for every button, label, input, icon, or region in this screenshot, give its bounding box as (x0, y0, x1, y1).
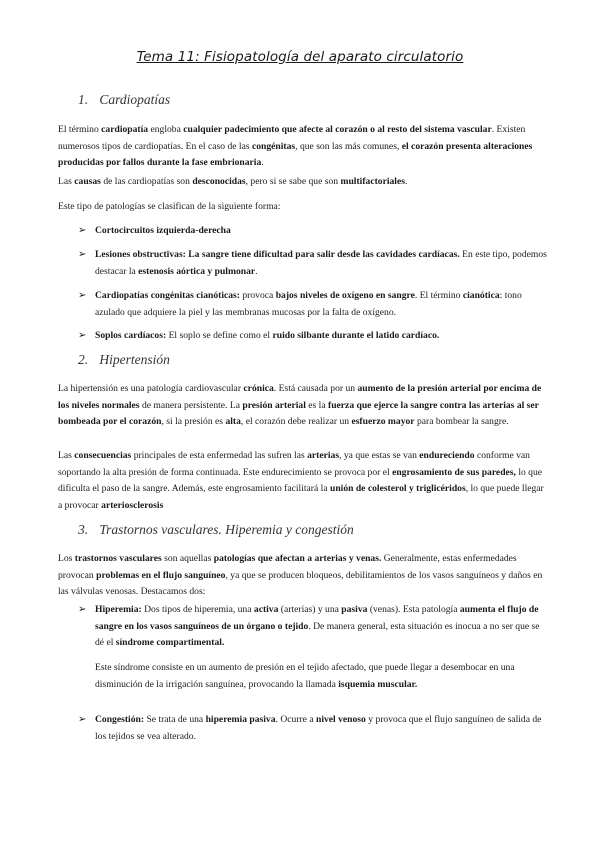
text-run: de manera persistente. La (139, 399, 243, 411)
section-title: Trastornos vasculares. Hiperemia y congestión (99, 522, 354, 537)
paragraph (58, 448, 548, 514)
text-run: . (261, 157, 264, 168)
text-run: , lo que puede llegar a provocar (58, 483, 544, 511)
bold-text-run: hiperemia pasiva (205, 714, 276, 725)
text-run: En este tipo, podemos destacar la (95, 249, 547, 277)
bold-text-run: activa (253, 604, 279, 615)
bold-text-run: Cardiopatías congénitas cianóticas: (95, 290, 240, 301)
text-run: es la (305, 399, 329, 411)
bold-text-run: el corazón presenta alteraciones producidas por fallos durante la fase embrionaria (58, 140, 533, 168)
bold-text-run: Soplos cardíacos: (95, 330, 167, 341)
bold-text-run: problemas en el flujo sanguíneo (96, 569, 226, 581)
bold-text-run: presión arterial (242, 399, 306, 411)
paragraph (58, 551, 548, 601)
bold-text-run: cianótica (462, 290, 500, 301)
section-title: Cardiopatías (99, 92, 171, 107)
bold-text-run: fuerza que ejerce la sangre contra las arterias al ser bombeada por el corazón (58, 399, 539, 427)
bold-text-run: estenosis aórtica y pulmonar (138, 265, 256, 277)
text-run: El soplo se define como el (166, 330, 273, 341)
bold-text-run: aumento de la presión arterial por encima de los niveles normales (58, 383, 542, 411)
bold-text-run: aumenta el flujo de sangre en los vasos sanguíneos de un órgano o tejido (95, 604, 539, 632)
bold-text-run: nivel venoso (316, 714, 366, 725)
section-number: 2. (78, 352, 89, 367)
text-run: , ya que estas se van (339, 450, 420, 461)
text-run: . De manera general, esta situación es inocua a no ser que se dé el (95, 620, 540, 648)
sub-paragraph (95, 660, 547, 693)
text-run: son aquellas (161, 553, 214, 564)
arrow-bullet-icon: ➢ (78, 604, 87, 615)
text-run: . (404, 176, 408, 187)
bold-text-run: cualquier padecimiento que afecte al corazón o al resto del sistema vascular (183, 124, 492, 135)
bold-text-run: arteriosclerosis (101, 499, 164, 511)
text-run: y provoca que el flujo sanguíneo de salida de los tejidos se vea alterado. (95, 714, 542, 742)
section-heading-cardiopatias (78, 92, 170, 108)
text-run: La hipertensión es una patología cardiovascular (58, 383, 244, 394)
bold-text-run: engrosamiento de sus paredes, (392, 466, 516, 478)
text-run: Las (58, 176, 75, 187)
bold-text-run: desconocidas (192, 176, 246, 187)
arrow-bullet-icon: ➢ (78, 330, 87, 341)
text-run: . El término (414, 290, 463, 301)
bold-text-run: endureciendo (419, 450, 475, 461)
list-item (78, 288, 548, 321)
text-run: , si la presión es (161, 416, 226, 427)
text-run: (venas). Esta patología (367, 604, 460, 615)
arrow-bullet-icon: ➢ (78, 225, 87, 236)
arrow-bullet-icon: ➢ (78, 290, 87, 301)
paragraph (58, 381, 548, 431)
bold-text-run: causas (74, 176, 101, 187)
text-run: provoca (239, 290, 276, 301)
bold-text-run: crónica (243, 383, 274, 394)
text-run: . Ocurre a (275, 714, 316, 725)
bold-text-run: Congestión: (95, 714, 145, 725)
bold-text-run: cardiopatía (101, 124, 149, 135)
text-run: , que son las más comunes, (295, 140, 402, 152)
text-run: , el corazón debe realizar un (240, 416, 352, 427)
paragraph (58, 122, 548, 172)
text-run: engloba (148, 124, 184, 135)
text-run: . (255, 265, 258, 277)
list-item (78, 712, 548, 745)
text-run: para bombear la sangre. (414, 416, 509, 427)
text-run: principales de esta enfermedad las sufren las (131, 450, 308, 461)
text-run: Los (58, 553, 75, 564)
text-run: Este tipo de patologías se clasifican de la siguiente forma: (58, 201, 281, 212)
list-item-text (95, 223, 548, 240)
text-run: . Existen numerosos tipos de cardiopatías. En el caso de las (58, 124, 526, 152)
text-run: , pero si se sabe que son (245, 176, 341, 187)
bold-text-run: arterias (307, 450, 340, 461)
text-run: lo que dificulta el paso de la sangre. Además, este engrosamiento facilitará la (58, 466, 543, 494)
arrow-bullet-icon: ➢ (78, 249, 87, 260)
list-item-text (95, 712, 548, 745)
bold-text-run: síndrome compartimental. (115, 637, 225, 648)
bold-text-run: Cortocircuitos izquierda-derecha (95, 225, 231, 236)
bold-text-run: congénitas (251, 140, 296, 152)
text-run: . Está causada por un (273, 383, 358, 394)
paragraph (58, 199, 548, 216)
section-title: Hipertensión (99, 352, 170, 367)
bold-text-run: multifactoriales (340, 176, 405, 187)
section-heading-trastornos (78, 522, 354, 538)
list-item (78, 247, 548, 280)
bold-text-run: Lesiones obstructivas: La sangre tiene dificultad para salir desde las cavidades cardíacas. (95, 249, 460, 260)
bold-text-run: ruido silbante durante el latido cardíaco. (272, 330, 440, 341)
text-run: : tono azulado que adquiere la piel y las membranas mucosas por la falta de oxígeno. (95, 290, 522, 318)
bold-text-run: unión de colesterol y triglicéridos (329, 483, 466, 494)
bold-text-run: alta (225, 416, 241, 427)
text-run: (arterias) y una (278, 604, 342, 615)
text-run: El término (58, 124, 102, 135)
text-run: de las cardiopatías son (100, 176, 193, 187)
list-item (78, 223, 548, 240)
section-heading-hipertension (78, 352, 170, 368)
text-run: conforme van soportando la alta presión de forma continuada. Este endurecimiento se provoca por el (58, 450, 530, 478)
list-item-text (95, 247, 548, 280)
paragraph (58, 174, 548, 191)
bold-text-run: patologías que afectan a arterias y venas. (213, 553, 382, 564)
bold-text-run: trastornos vasculares (74, 553, 162, 564)
section-number: 3. (78, 522, 89, 537)
list-item-text (95, 288, 548, 321)
text-run: Dos tipos de hiperemia, una (141, 604, 254, 615)
bold-text-run: esfuerzo mayor (351, 416, 415, 427)
text-run: Las (58, 450, 75, 461)
section-number: 1. (78, 92, 89, 107)
list-item-text (95, 602, 548, 652)
list-item (78, 602, 548, 652)
list-item (78, 328, 548, 345)
arrow-bullet-icon: ➢ (78, 714, 87, 725)
text-run: Este síndrome consiste en un aumento de presión en el tejido afectado, que puede llegar a desembocar en una disminución de la irrigación sanguínea, provocando la llamada (95, 662, 515, 690)
bold-text-run: isquemia muscular. (338, 678, 418, 690)
text-run: , ya que se producen bloqueos, debilitamientos de los vasos sanguíneos y daños en las válvulas venosas. Destacamos dos: (58, 569, 543, 597)
document-title: Tema 11: Fisiopatología del aparato circulatorio (136, 49, 464, 65)
bold-text-run: bajos niveles de oxígeno en sangre (275, 290, 415, 301)
bold-text-run: pasiva (341, 604, 368, 615)
text-run: Generalmente, estas enfermedades provocan (58, 553, 517, 581)
list-item-text (95, 328, 548, 345)
bold-text-run: consecuencias (74, 450, 132, 461)
text-run: Se trata de una (144, 714, 206, 725)
bold-text-run: Hiperemia: (95, 604, 142, 615)
